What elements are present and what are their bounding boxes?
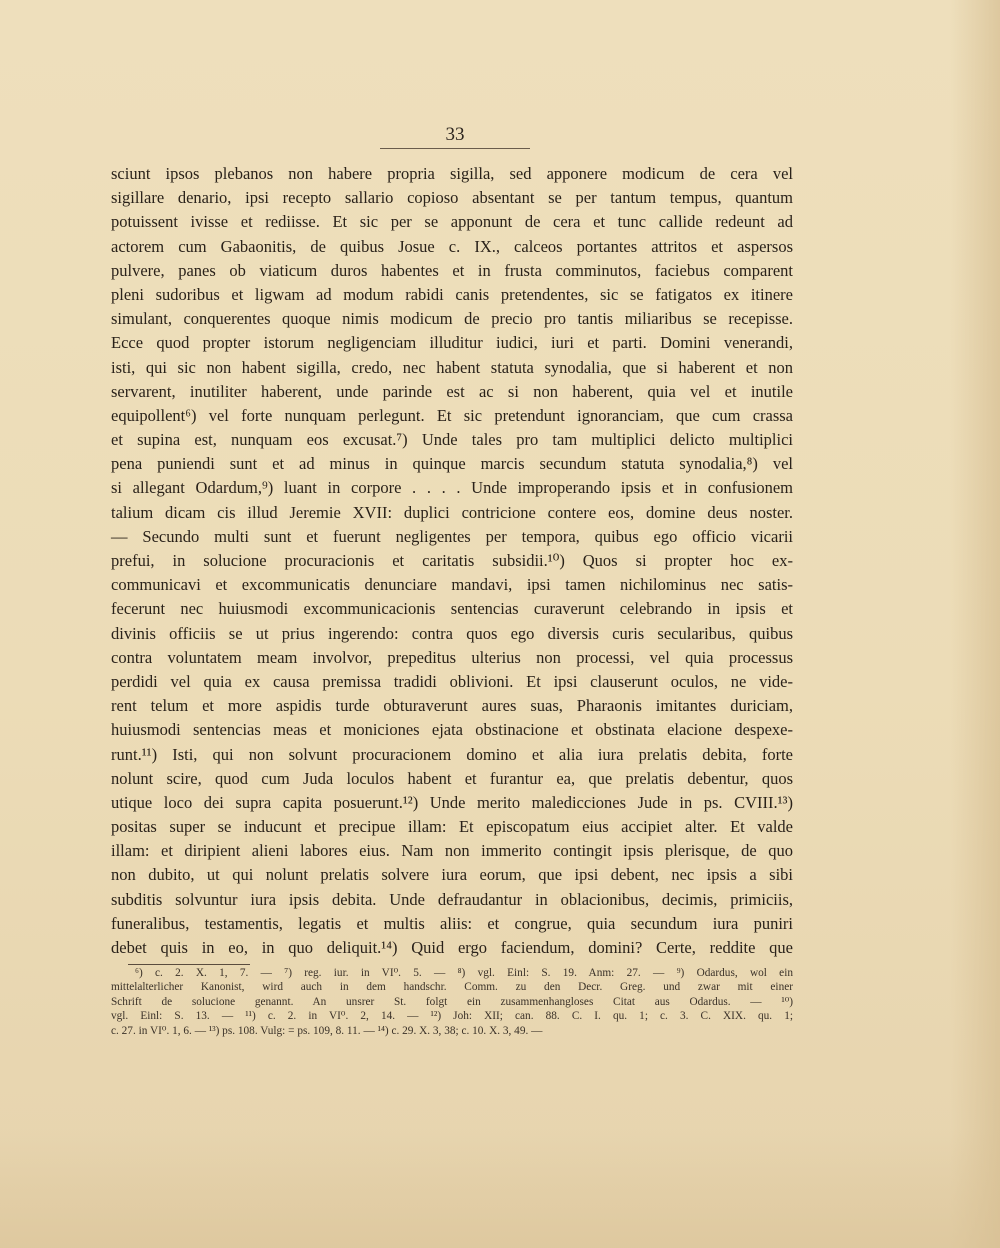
body-line: communicavi et excommunicatis denunciare mandavi, ipsi tamen nichilominus nec satis-: [111, 575, 793, 595]
body-line: pena puniendi sunt et ad minus in quinque marcis secundum statuta synodalia,⁸) vel: [111, 454, 793, 474]
body-line: isti, qui sic non habent sigilla, credo, nec habent statuta synodalia, que si haberent et non: [111, 357, 793, 377]
body-line: sciunt ipsos plebanos non habere propria sigilla, sed apponere modicum de cera vel: [111, 164, 793, 183]
page-number: 33: [445, 124, 465, 145]
body-line: fecerunt nec huiusmodi excommunicacionis sentencias curaverunt celebrando in ipsis et: [111, 599, 793, 619]
footnote-line: vgl. Einl: S. 13. — ¹¹) c. 2. in VI⁰. 2, 14. — ¹²) Joh: XII; can. 88. C. I. qu. 1; c. 3. C. XIX. qu. 1;: [111, 1010, 793, 1023]
body-line: equipollent⁶) vel forte nunquam perlegunt. Et sic pretendunt ignoranciam, que cum crassa: [111, 405, 793, 425]
page-edge-shadow-bottom: [0, 1128, 1000, 1248]
body-line: actorem cum Gabaonitis, de quibus Josue c. IX., calceos portantes attritos et aspersos: [111, 236, 793, 256]
footnote-line: mittelalterlicher Kanonist, wird auch in dem handschr. Comm. zu den Decr. Greg. und zwar mit einer: [111, 981, 793, 994]
footnote-line: ⁶) c. 2. X. 1, 7. — ⁷) reg. iur. in VI⁰. 5. — ⁸) vgl. Einl: S. 19. Anm: 27. — ⁹) Odardus, wol ein: [135, 967, 793, 979]
body-line: potuissent ivisse et rediisse. Et sic per se apponunt de cera et tunc callide redeunt ad: [111, 212, 793, 232]
body-line: subditis solvuntur iura ipsis debita. Unde defraudantur in oblacionibus, decimis, primiciis,: [111, 889, 793, 909]
body-line: talium dicam cis illud Jeremie XVII: duplici contricione contere eos, domine deus noster.: [111, 502, 793, 522]
body-line: contra voluntatem meam involvor, prepeditus ulterius non processi, vel quia processus: [111, 647, 793, 667]
body-line: huiusmodi sentencias meas et moniciones ejata obstinacione et obstinata elacione despexe-: [111, 720, 793, 740]
body-line: pleni sudoribus et ligwam ad modum rabidi canis pretendentes, sic se fatigatos ex itinere: [111, 284, 793, 304]
body-line: prefui, in solucione procuracionis et caritatis subsidii.¹⁰) Quos si propter hoc ex-: [111, 551, 793, 570]
body-text: [111, 162, 793, 960]
body-line: illam: et diripient alieni labores eius. Nam non immerito contingit ipsis plerisque, de quo: [111, 841, 793, 861]
body-line: rent telum et more aspidis turde obturaverunt aures suas, Pharaonis imitantes duriciam,: [111, 696, 793, 716]
body-line: servarent, inutiliter haberent, unde parinde est ac si non haberent, quia vel et inutile: [111, 381, 793, 401]
footnote-line: c. 27. in VI⁰. 1, 6. — ¹³) ps. 108. Vulg: = ps. 109, 8. 11. — ¹⁴) c. 29. X. 3, 38; c. 10. X. 3, 49. —: [111, 1024, 543, 1037]
body-line: utique loco dei supra capita posuerunt.¹²) Unde merito maledicciones Jude in ps. CVIII.¹³): [111, 792, 793, 812]
body-line: Ecce quod propter istorum negligenciam illuditur iudici, iuri et parti. Domini venerandi,: [111, 333, 793, 353]
body-line: et supina est, nunquam eos excusat.⁷) Unde tales pro tam multiplici delicto multiplici: [111, 430, 793, 450]
footnote-line: Schrift de solucione genannt. An unsrer St. folgt ein zusammenhangloses Citat aus Odardus. — ¹⁰): [111, 995, 793, 1008]
body-line: positas super se inducunt et precipue illam: Et episcopatum eius accipiet alter. Et valde: [111, 817, 793, 837]
body-line: — Secundo multi sunt et fuerunt negligentes per tempora, quibus ego officio vicarii: [111, 526, 793, 546]
header-rule: [380, 148, 530, 149]
body-line: runt.¹¹) Isti, qui non solvunt procuracionem domino et alia iura prelatis debita, forte: [111, 744, 793, 764]
body-line: si allegant Odardum,⁹) luant in corpore . . . . Unde improperando ipsis et in confusionem: [111, 478, 793, 498]
footnotes: [111, 966, 793, 1038]
body-line: debet quis in eo, in quo deliquit.¹⁴) Quid ergo faciendum, domini? Certe, reddite que: [111, 938, 793, 957]
body-line: non dubito, ut qui nolunt prelatis solvere iura eorum, que ipsi debent, nec ipsis a sibi: [111, 865, 793, 885]
body-line: sigillare denario, ipsi recepto sallario copioso absentant se per tantum tempus, quantum: [111, 188, 793, 208]
body-line: divinis officiis se ut prius ingerendo: contra quos ego diversis curis secularibus, quibus: [111, 623, 793, 643]
body-line: nolunt scire, quod cum Juda loculos habent et furantur ea, que prelatis debentur, quos: [111, 768, 793, 788]
body-line: funeralibus, testamentis, legatis et multis aliis: et congrue, quia secundum iura puniri: [111, 913, 793, 933]
body-line: simulant, conquerentes quoque nimis modicum de precio pro tantis miliaribus se recepisse.: [111, 309, 793, 329]
page-edge-shadow-right: [950, 0, 1000, 1248]
footnote-rule: [128, 964, 250, 965]
body-line: perdidi vel quia ex causa premissa tradidi oblivioni. Et ipsi clauserunt oculos, ne vide-: [111, 671, 793, 691]
body-line: pulvere, panes ob viaticum duros habentes et in frusta comminutos, faciebus comparent: [111, 260, 793, 280]
